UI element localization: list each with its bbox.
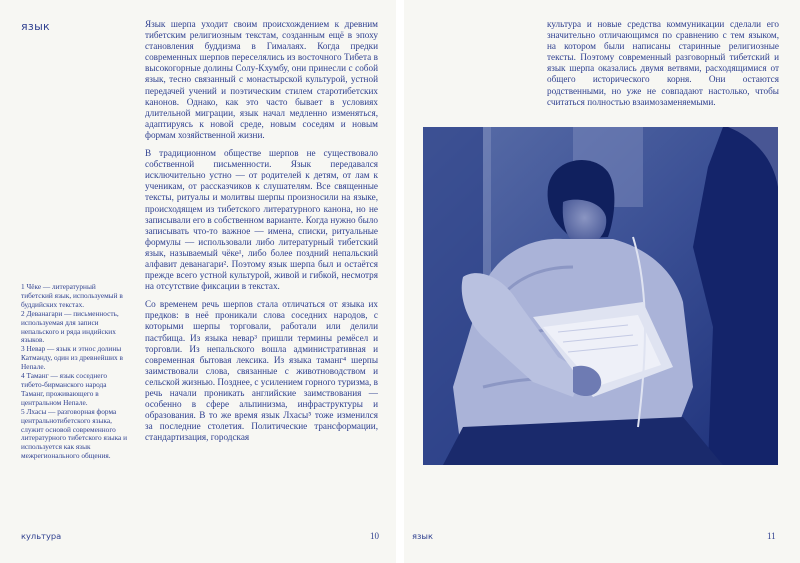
paragraph-2: В традиционном обществе шерпов не существовало собственной письменности. Язык передавался исключительно устно — от родителей к детям, от лам к ученикам, от рассказчиков к слушателям. Все священные тексты, ритуалы и молитвы шерпы произносили на языке, происходящем из тибетского литературного канона, но не записывали его в собственном варианте. Когда нужно было записывать что-то важное — имена, списки, ритуальные формулы — использовали либо литературный тибетский язык, называемый чёке¹, либо более поздний непальский алфавит деванагари². Поэтому язык шерпа был и остаётся прежде всего устной культурой, живой и гибкой, несмотря на отсутствие фиксации в текстах. xyxy=(145,148,378,292)
page-number: 10 xyxy=(370,531,379,541)
footnote-4: 4 Таманг — язык соседнего тибето-бирманского народа Таманг, проживающего в центральном Непале. xyxy=(21,371,108,407)
paragraph-3: Со временем речь шерпов стала отличаться от языка их предков: в неё проникали слова соседних народов, с которыми шерпы торговали, работали или делили пастбища. Из языка невар³ пришли термины ремёсел и торговли. Из непальского вошла административная и современная бытовая лексика. Из языка таманг⁴ шерпы заимствовали слова, связанные с животноводством и сельской жизнью. Позднее, с усилением горного туризма, в речь начали проникать английские заимствования — особенно в сфере альпинизма, инфраструктуры и образования. В то же время язык Лхасы⁵ тоже изменился за последние столетия. Политические трансформации, стандартизация, городская xyxy=(145,299,378,443)
spread-gutter xyxy=(396,0,404,563)
footnote-5: 5 Лхасы — разговорная форма центральнотибетского языка, служит основой современного литературного тибетского языка и используется как язык межрегионального общения. xyxy=(21,406,128,461)
footnote-3: 3 Невар — язык и этнос долины Катманду, один из древнейших в Непале. xyxy=(21,344,123,372)
left-main-text xyxy=(145,19,378,450)
paragraph-1: Язык шерпа уходит своим происхождением к древним тибетским религиозным текстам, созданным ещё в эпоху становления буддизма в Гималаях. Когда предки современных шерпов переселялись из восточного Тибета в высокогорные долины Солу-Кхумбу, они принесли с собой язык, тесно связанный с монастырской культурой, устной передачей учений и поэтическим стилем старотибетских канонов. Однако, как это часто бывает в условиях длительной миграции, язык начал медленно изменяться, адаптируясь к новой среде, новым соседям и новым формам хозяйственной жизни. xyxy=(145,19,378,140)
footnote-1: 1 Чёке — литературный тибетский язык, используемый в буддийских текстах. xyxy=(21,282,123,309)
right-page xyxy=(404,0,800,563)
section-label: язык xyxy=(21,20,50,33)
footer-label: культура xyxy=(21,531,62,541)
page-number-right: 11 xyxy=(767,531,776,541)
left-page xyxy=(0,0,396,563)
footer-label-right: язык xyxy=(412,531,433,541)
footnotes xyxy=(21,283,127,461)
right-main-text: культура и новые средства коммуникации сделали его значительно отличающимся по сравнению с тем языком, на котором были написаны старинные религиозные тексты. Поэтому современный разговорный тибетский и язык шерпа оказались двумя ветвями, расходящимися от общего исторического корня. Они остаются родственными, но уже не совпадают настолько, чтобы считаться полностью взаимозаменяемыми. xyxy=(547,19,779,107)
footnote-2: 2 Деванагари — письменность, используемая для записи непальского и ряда индийских языков. xyxy=(21,308,119,345)
photo-man-reading xyxy=(423,127,778,465)
